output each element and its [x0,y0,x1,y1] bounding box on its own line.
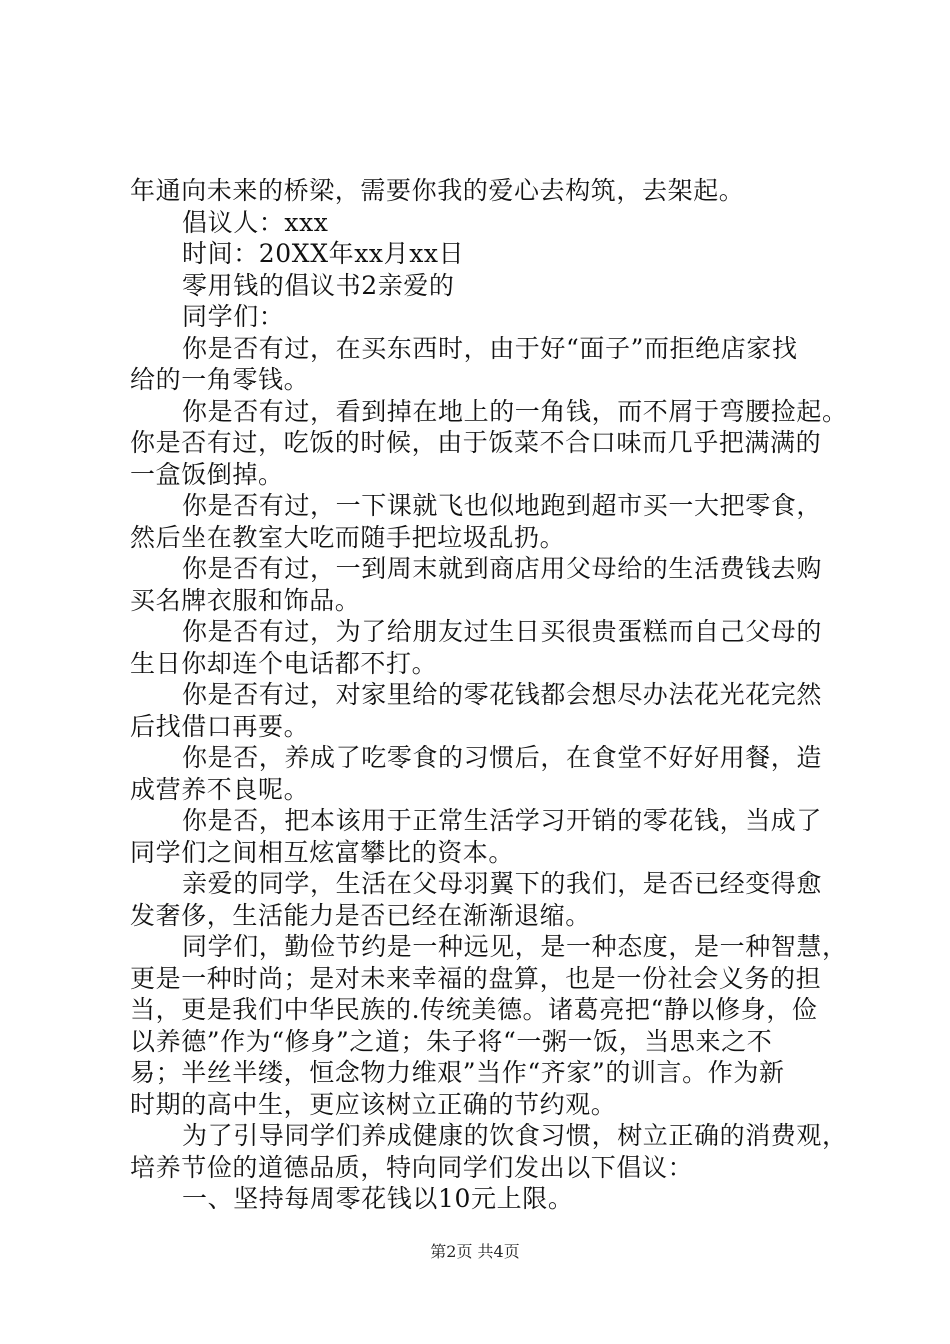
page-footer: 第2页 共4页 [430,1242,520,1261]
text-line: 同学们，勤俭节约是一种远见，是一种态度，是一种智慧， [182,932,848,961]
text-line: 当，更是我们中华民族的.传统美德。诸葛亮把“静以修身，俭 [130,995,818,1024]
text-line: 培养节俭的道德品质，特向同学们发出以下倡议： [130,1152,694,1182]
text-line: 时期的高中生，更应该树立正确的节约观。 [130,1089,617,1119]
text-line: 时间：20XX年xx月xx日 [182,239,465,268]
text-line: 你是否有过，一到周末就到商店用父母给的生活费钱去购 [182,554,823,583]
text-line: 一盒饭倒掉。 [130,459,284,489]
text-line: 你是否有过，看到掉在地上的一角钱，而不屑于弯腰捡起。 [182,396,848,426]
text-line: 更是一种时尚；是对未来幸福的盘算，也是一份社会义务的担 [130,963,822,993]
text-line: 同学们： [182,302,285,331]
text-line: 你是否有过，一下课就飞也似地跑到超市买一大把零食， [182,491,823,520]
text-line: 成营养不良呢。 [130,774,310,804]
text-line: 后找借口再要。 [130,711,310,741]
text-line: 买名牌衣服和饰品。 [130,585,361,615]
text-line: 易；半丝半缕，恒念物力维艰”当作“齐家”的训言。作为新 [130,1058,785,1087]
document-body [130,175,848,1215]
text-line: 你是否有过，为了给朋友过生日买很贵蛋糕而自己父母的 [182,617,823,646]
text-line: 你是否有过，对家里给的零花钱都会想尽办法花光花完然 [182,680,823,709]
text-line: 亲爱的同学，生活在父母羽翼下的我们，是否已经变得愈 [182,869,823,898]
text-line: 你是否，养成了吃零食的习惯后，在食堂不好好用餐，造 [182,743,823,772]
text-line: 你是否有过，在买东西时，由于好“面子”而拒绝店家找 [182,333,798,363]
text-line: 零用钱的倡议书2亲爱的 [182,270,455,300]
text-line: 发奢侈，生活能力是否已经在渐渐退缩。 [130,900,591,930]
text-line: 倡议人：xxx [182,207,329,237]
text-line: 同学们之间相互炫富攀比的资本。 [130,837,515,867]
text-line: 你是否有过，吃饭的时候，由于饭菜不合口味而几乎把满满的 [130,428,822,457]
text-line: 年通向未来的桥梁，需要你我的爱心去构筑，去架起。 [130,176,745,205]
text-line: 然后坐在教室大吃而随手把垃圾乱扔。 [130,522,566,552]
text-line: 为了引导同学们养成健康的饮食习惯，树立正确的消费观， [182,1121,848,1150]
text-line: 生日你却连个电话都不打。 [130,648,438,678]
text-line: 一、坚持每周零花钱以10元上限。 [182,1184,574,1213]
text-line: 以养德”作为“修身”之道；朱子将“一粥一饭，当思来之不 [130,1026,773,1056]
text-line: 你是否，把本该用于正常生活学习开销的零花钱，当成了 [182,806,823,835]
text-line: 给的一角零钱。 [130,365,310,394]
